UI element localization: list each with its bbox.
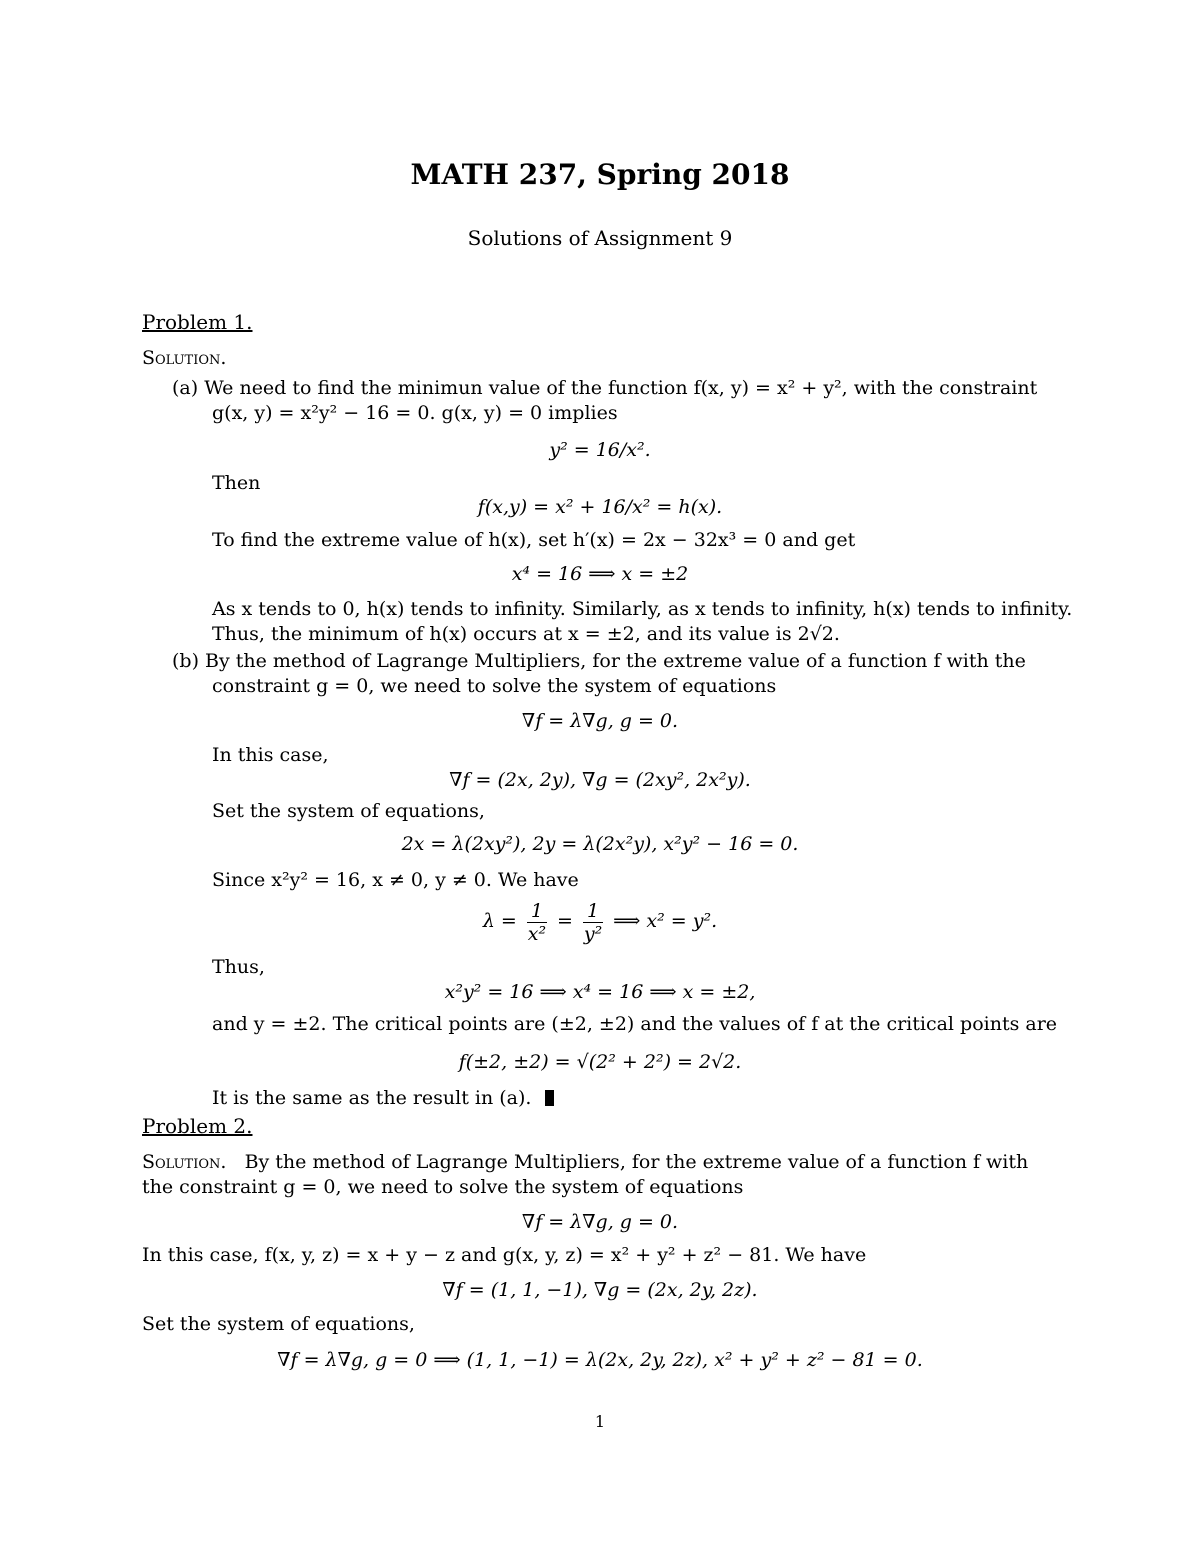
lambda-lhs: λ = [482,910,517,932]
problem-1-heading: Problem 1. [142,310,253,334]
p1a-line-4: To find the extreme value of h(x), set h′(x) = 2x − 32x³ = 0 and get [212,529,856,551]
p1b-lambda-equation [0,896,1200,946]
fraction-1-numerator: 1 [527,900,547,923]
p1b-equation-3: 2x = λ(2xy²), 2y = λ(2x²y), x²y² − 16 = 0. [401,833,799,855]
p2-equation-1: ∇f = λ∇g, g = 0. [521,1211,679,1233]
problem-2-first-line [142,1150,1028,1174]
problem-2-solution-label: Solution. [142,1151,227,1173]
p1a-line-2: g(x, y) = x²y² − 16 = 0. g(x, y) = 0 implies [212,402,618,424]
fraction-2-numerator: 1 [583,900,603,923]
fraction-1-over-x2 [527,900,547,945]
qed-box-icon [545,1090,554,1106]
p2-line-4: Set the system of equations, [142,1313,415,1335]
p1a-line-1: (a) We need to find the minimun value of the function f(x, y) = x² + y², with the constraint [172,377,1038,399]
p2-line-3: In this case, f(x, y, z) = x + y − z and g(x, y, z) = x² + y² + z² − 81. We have [142,1244,867,1266]
fraction-1-over-y2 [583,900,603,945]
p1a-equation-1: y² = 16/x². [549,439,651,461]
problem-2-heading: Problem 2. [142,1114,253,1138]
p1b-equation-4: x²y² = 16 ⟹ x⁴ = 16 ⟹ x = ±2, [444,981,756,1003]
p1a-line-5: As x tends to 0, h(x) tends to infinity. Similarly, as x tends to infinity, h(x) tends to infinity. [212,598,1073,620]
problem-1-solution-label: Solution. [142,347,227,369]
p1b-line-1: (b) By the method of Lagrange Multipliers, for the extreme value of a function f with the [172,650,1026,672]
p1b-line-4: Set the system of equations, [212,800,485,822]
p1b-line-7: and y = ±2. The critical points are (±2, ±2) and the values of f at the critical points are [212,1013,1058,1035]
p1a-line-3: Then [212,472,261,494]
p2-line-2: the constraint g = 0, we need to solve the system of equations [142,1176,744,1198]
p1b-line-5: Since x²y² = 16, x ≠ 0, y ≠ 0. We have [212,869,579,891]
page-subtitle: Solutions of Assignment 9 [467,226,733,250]
p2-equation-3: ∇f = λ∇g, g = 0 ⟹ (1, 1, −1) = λ(2x, 2y, 2z), x² + y² + z² − 81 = 0. [277,1349,923,1371]
p1b-line-8 [212,1086,554,1110]
p1b-line-3: In this case, [212,744,329,766]
fraction-2-denominator: y² [583,922,603,945]
p1b-equation-2: ∇f = (2x, 2y), ∇g = (2xy², 2x²y). [449,769,751,791]
p1b-equation-1: ∇f = λ∇g, g = 0. [521,710,679,732]
lambda-rhs: ⟹ x² = y². [613,910,718,932]
p1a-equation-2: f(x,y) = x² + 16/x² = h(x). [477,496,723,518]
page-title: MATH 237, Spring 2018 [410,158,790,191]
p1a-line-6: Thus, the minimum of h(x) occurs at x = ±2, and its value is 2√2. [212,623,840,645]
p1b-conclusion-text: It is the same as the result in (a). [212,1087,532,1109]
lambda-equals: = [557,910,573,932]
page-number: 1 [594,1412,606,1431]
p2-equation-2: ∇f = (1, 1, −1), ∇g = (2x, 2y, 2z). [442,1279,758,1301]
p1a-equation-3: x⁴ = 16 ⟹ x = ±2 [511,563,689,585]
p1b-line-2: constraint g = 0, we need to solve the system of equations [212,675,777,697]
p2-line-1: By the method of Lagrange Multipliers, for the extreme value of a function f with [244,1151,1029,1173]
fraction-1-denominator: x² [527,922,547,945]
p1b-line-6: Thus, [212,956,265,978]
p1b-equation-5: f(±2, ±2) = √(2² + 2²) = 2√2. [458,1051,742,1073]
